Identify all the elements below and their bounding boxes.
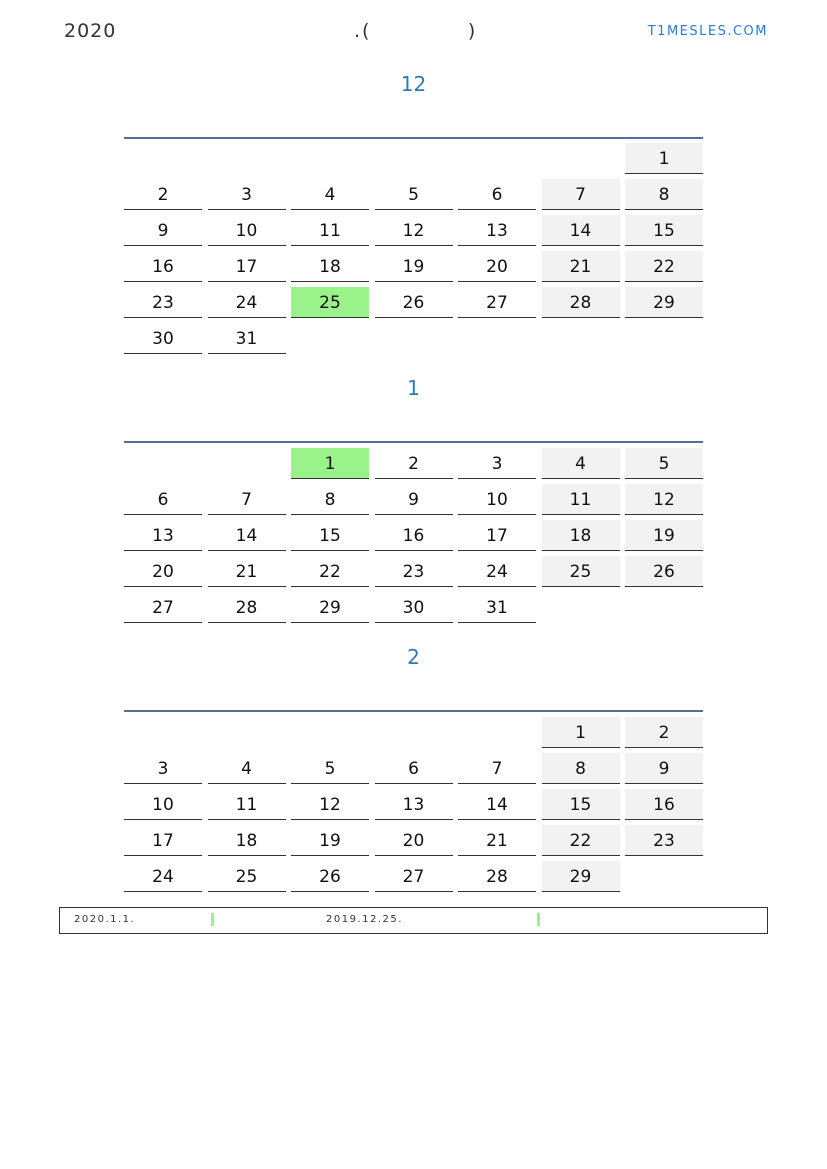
page-header [64,20,768,46]
day-cell: 21 [458,825,536,856]
day-cell: 1 [625,143,703,174]
day-cell: 1 [291,448,369,479]
day-cell: 6 [458,179,536,210]
day-cell: 31 [458,592,536,623]
day-cell: 16 [625,789,703,820]
day-cell: 11 [291,215,369,246]
day-cell: 23 [375,556,453,587]
day-cell: 18 [542,520,620,551]
day-cell: 16 [375,520,453,551]
day-cell: 3 [458,448,536,479]
day-cell: 14 [208,520,286,551]
day-cell: 25 [291,287,369,318]
month-title: 2 [407,645,420,669]
day-cell: 25 [542,556,620,587]
day-cell: 2 [375,448,453,479]
day-cell: 24 [124,861,202,892]
holiday-legend [59,907,768,934]
day-cell: 13 [124,520,202,551]
day-cell: 18 [291,251,369,282]
holiday-marker-1 [211,913,214,926]
day-cell: 5 [375,179,453,210]
day-cell: 26 [375,287,453,318]
day-cell: 14 [458,789,536,820]
header-subtitle: .( ) [354,20,478,42]
day-cell: 21 [208,556,286,587]
month-divider [124,441,703,443]
day-cell: 20 [458,251,536,282]
day-cell: 4 [542,448,620,479]
day-cell: 28 [542,287,620,318]
day-cell: 6 [124,484,202,515]
day-cell: 12 [625,484,703,515]
day-cell: 23 [625,825,703,856]
day-cell: 18 [208,825,286,856]
legend-item-1: 2020.1.1. [74,914,136,925]
day-cell: 14 [542,215,620,246]
day-cell: 12 [291,789,369,820]
day-cell: 26 [291,861,369,892]
day-cell: 8 [625,179,703,210]
day-cell: 24 [208,287,286,318]
day-cell: 5 [291,753,369,784]
month-divider [124,710,703,712]
day-cell: 22 [291,556,369,587]
day-cell: 9 [375,484,453,515]
day-cell: 19 [375,251,453,282]
day-cell: 3 [124,753,202,784]
day-cell: 21 [542,251,620,282]
day-cell: 24 [458,556,536,587]
day-cell: 27 [375,861,453,892]
day-cell: 4 [291,179,369,210]
day-cell: 7 [542,179,620,210]
day-cell: 7 [458,753,536,784]
day-cell: 22 [542,825,620,856]
day-cell: 13 [375,789,453,820]
day-cell: 17 [208,251,286,282]
day-cell: 27 [124,592,202,623]
day-cell: 16 [124,251,202,282]
day-cell: 3 [208,179,286,210]
day-cell: 13 [458,215,536,246]
day-cell: 10 [458,484,536,515]
header-year: 2020 [64,20,117,42]
holiday-marker-2 [537,913,540,926]
day-cell: 19 [291,825,369,856]
day-cell: 12 [375,215,453,246]
day-cell: 9 [625,753,703,784]
day-cell: 23 [124,287,202,318]
day-cell: 30 [375,592,453,623]
day-cell: 11 [208,789,286,820]
day-cell: 15 [291,520,369,551]
day-cell: 17 [458,520,536,551]
day-cell: 26 [625,556,703,587]
day-cell: 30 [124,323,202,354]
day-cell: 15 [542,789,620,820]
day-cell: 29 [291,592,369,623]
day-cell: 29 [625,287,703,318]
day-cell: 19 [625,520,703,551]
day-cell: 25 [208,861,286,892]
day-cell: 2 [124,179,202,210]
day-cell: 2 [625,717,703,748]
day-cell: 17 [124,825,202,856]
month-title: 12 [400,72,427,96]
day-cell: 31 [208,323,286,354]
day-cell: 11 [542,484,620,515]
month-title: 1 [407,376,420,400]
day-cell: 8 [291,484,369,515]
day-cell: 6 [375,753,453,784]
month-divider [124,137,703,139]
day-cell: 22 [625,251,703,282]
day-cell: 20 [124,556,202,587]
day-cell: 4 [208,753,286,784]
day-cell: 29 [542,861,620,892]
legend-item-2: 2019.12.25. [326,914,403,925]
day-cell: 7 [208,484,286,515]
day-cell: 10 [124,789,202,820]
day-cell: 20 [375,825,453,856]
day-cell: 15 [625,215,703,246]
day-cell: 28 [208,592,286,623]
day-cell: 10 [208,215,286,246]
site-link[interactable]: T1MESLES.COM [647,24,768,39]
day-cell: 8 [542,753,620,784]
day-cell: 27 [458,287,536,318]
day-cell: 5 [625,448,703,479]
day-cell: 28 [458,861,536,892]
day-cell: 9 [124,215,202,246]
day-cell: 1 [542,717,620,748]
